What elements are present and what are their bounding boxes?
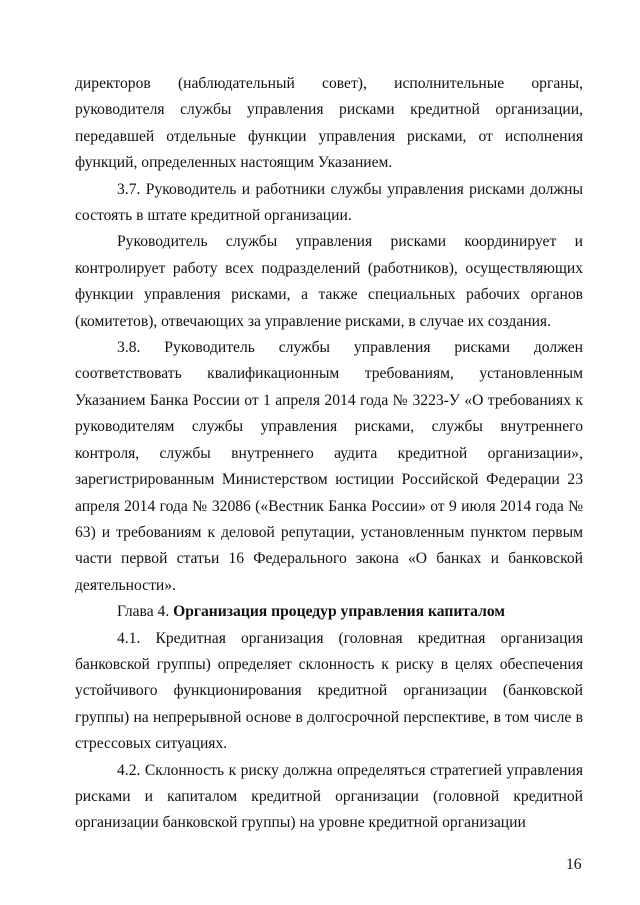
body-text [75, 71, 583, 837]
paragraph-4-1: 4.1. Кредитная организация (головная кредитная организация банковской группы) определяет склонность к риску в целях обеспечения устойчивого функционирования кредитной организации (банковской группы) на непрерывной основе в долгосрочной перспективе, в том числе в стрессовых ситуациях. [75, 629, 583, 753]
chapter-heading [75, 599, 583, 625]
paragraph-risk-head-coordination: Руководитель службы управления рисками координирует и контролирует работу всех подразделений (работников), осуществляющих функции управления рисками, а также специальных рабочих органов (комитетов), отвечающих за управление рисками, в случае их создания. [75, 233, 583, 330]
page-number: 16 [566, 856, 582, 873]
chapter-prefix: Глава 4. [117, 603, 174, 621]
chapter-title: Организация процедур управления капиталом [173, 603, 505, 621]
paragraph-continuation: директоров (наблюдательный совет), исполнительные органы, руководителя службы управления рисками кредитной организации, передавшей отдельные функции управления рисками, от исполнения функций, определенных настоящим Указанием. [75, 75, 583, 172]
paragraph-3-7: 3.7. Руководитель и работники службы управления рисками должны состоять в штате кредитной организации. [75, 180, 583, 225]
paragraph-3-8: 3.8. Руководитель службы управления рисками должен соответствовать квалификационным требованиям, установленным Указанием Банка России от 1 апреля 2014 года № 3223-У «О требованиях к руководителям службы управления рисками, службы внутреннего контроля, службы внутреннего аудита кредитной организации», зарегистрированным Министерством юстиции Российской Федерации 23 апреля 2014 года № 32086 («Вестник Банка России» от 9 июля 2014 года № 63) и требованиям к деловой репутации, установленным пунктом первым части первой статьи 16 Федерального закона «О банках и банковской деятельности». [75, 339, 583, 594]
paragraph-4-2: 4.2. Склонность к риску должна определяться стратегией управления рисками и капиталом кредитной организации (головной кредитной организации банковской группы) на уровне кредитной организации [75, 761, 583, 832]
